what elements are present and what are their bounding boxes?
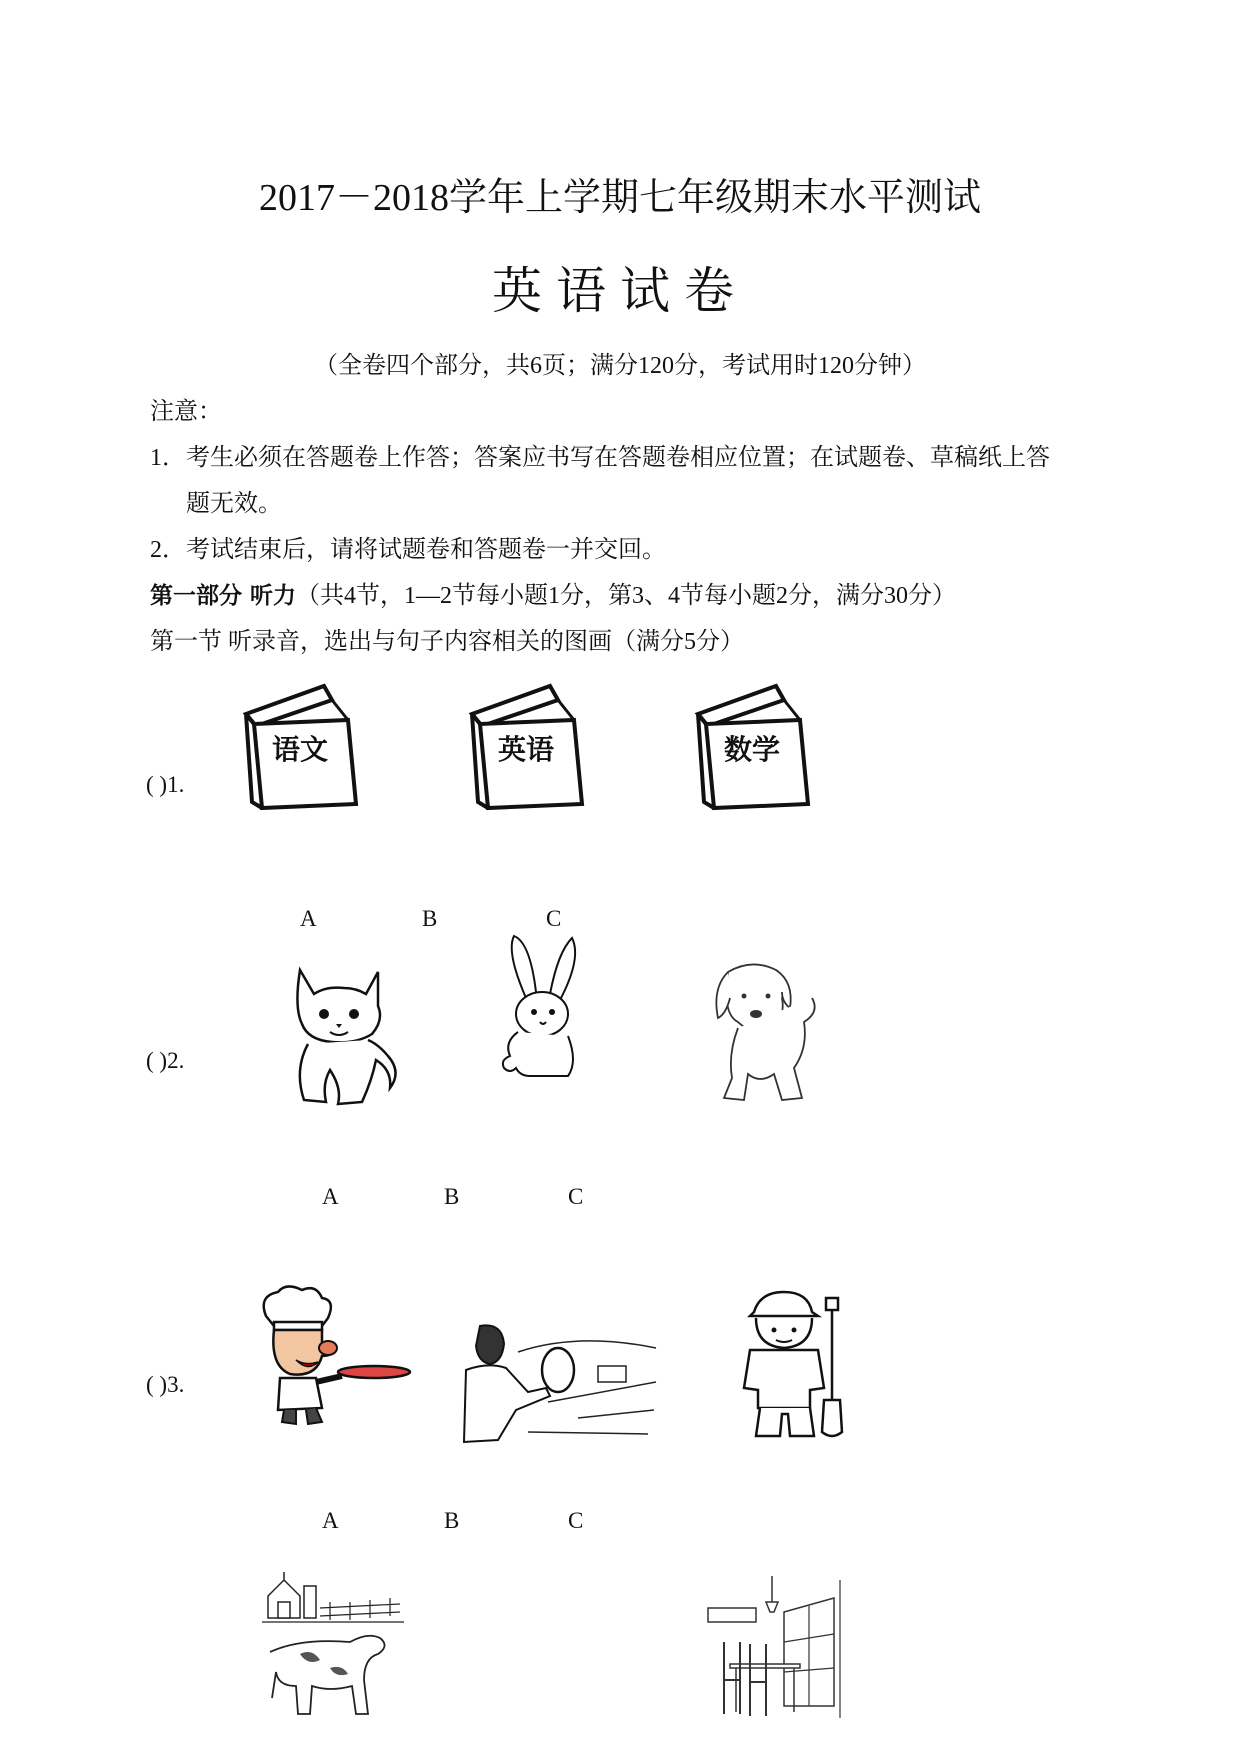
- note-item-2: 2．考试结束后，请将试题卷和答题卷一并交回。: [150, 537, 666, 563]
- subject-title: 英语试卷: [492, 262, 748, 320]
- question-3-number: ( )3.: [146, 1372, 185, 1397]
- part1-heading-bold: 第一部分 听力: [150, 583, 297, 609]
- question-2-number: ( )2.: [146, 1048, 185, 1073]
- cat-icon: [286, 960, 402, 1110]
- chef-icon: [256, 1286, 412, 1428]
- builder-icon: [740, 1290, 850, 1440]
- option-a: A: [322, 1184, 339, 1209]
- book-label-a: 语文: [272, 733, 329, 766]
- notes-heading: 注意：: [150, 399, 222, 425]
- driver-icon: [458, 1322, 658, 1446]
- exam-info: （全卷四个部分，共6页；满分120分，考试用时120分钟）: [314, 353, 926, 379]
- option-b: B: [444, 1508, 460, 1533]
- option-a: A: [300, 906, 317, 931]
- part1-heading: [150, 580, 956, 612]
- part1-heading-rest: （共4节，1—2节每小题1分，第3、4节每小题2分，满分30分）: [296, 583, 957, 609]
- exam-title: 2017－2018学年上学期七年级期末水平测试: [258, 177, 981, 219]
- option-a: A: [322, 1508, 339, 1533]
- dining-room-icon: [700, 1572, 850, 1722]
- option-c: C: [568, 1508, 584, 1533]
- option-b: B: [444, 1184, 460, 1209]
- dog-icon: [708, 958, 818, 1108]
- farm-cow-icon: [260, 1568, 406, 1718]
- option-c: C: [568, 1184, 584, 1209]
- option-b: B: [422, 906, 438, 931]
- option-c: C: [546, 906, 562, 931]
- section1-heading: 第一节 听录音，选出与句子内容相关的图画（满分5分）: [150, 629, 744, 655]
- book-label-b: 英语: [498, 733, 555, 766]
- question-1-number: ( )1.: [146, 772, 185, 797]
- book-label-c: 数学: [724, 733, 781, 766]
- rabbit-icon: [496, 932, 586, 1082]
- note-item-1-cont: 题无效。: [186, 491, 282, 517]
- note-item-1: 1．考生必须在答题卷上作答；答案应书写在答题卷相应位置；在试题卷、草稿纸上答: [150, 445, 1050, 471]
